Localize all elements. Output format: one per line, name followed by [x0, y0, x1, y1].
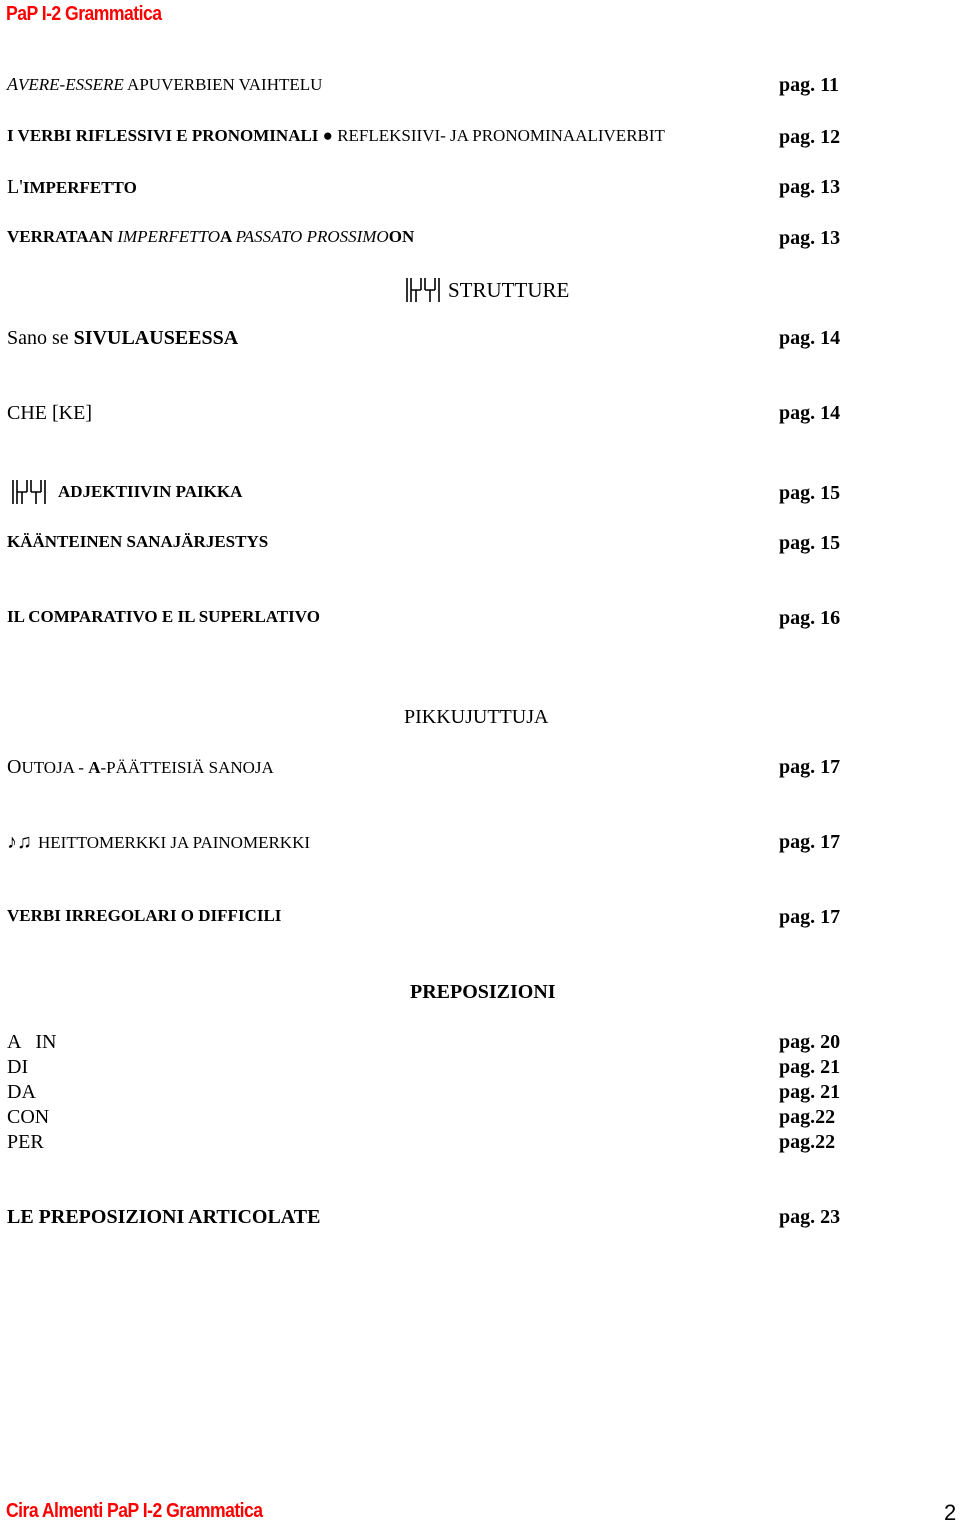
toc-page: pag. 16 [779, 607, 841, 629]
label-part: VERRATAAN [7, 227, 118, 246]
section-heading-strutture [404, 276, 569, 304]
toc-label: PER [7, 1131, 44, 1153]
footer-title: Cira Almenti PaP I-2 Grammatica [6, 1500, 263, 1522]
toc-page: pag. 14 [779, 402, 841, 424]
toc-page: pag. 14 [779, 327, 841, 349]
label-part: UTOJA [21, 758, 75, 777]
label-part: ON [388, 227, 415, 246]
toc-row [7, 1056, 847, 1082]
label-part: A [7, 74, 18, 94]
toc-label: DA [7, 1081, 36, 1103]
label-part: L' [7, 176, 23, 198]
toc-page: pag. 23 [779, 1206, 841, 1228]
label-part: - [74, 758, 89, 777]
toc-page: pag. 15 [779, 532, 841, 554]
toc-page: pag. 17 [779, 831, 841, 853]
page-header-title: PaP I-2 Grammatica [6, 3, 162, 25]
label-part: VERE-ESSERE [18, 75, 124, 94]
toc-row [7, 176, 847, 202]
toc-row [7, 1081, 847, 1107]
label-part: IMPERFETTO [117, 227, 220, 246]
toc-label [7, 756, 274, 779]
toc-page: pag. 17 [779, 906, 841, 928]
toc-page: pag.22 [779, 1106, 836, 1128]
toc-label [7, 176, 137, 199]
toc-row [7, 1206, 847, 1232]
section-heading-preposizioni: PREPOSIZIONI [410, 981, 556, 1003]
toc-label: IL COMPARATIVO E IL SUPERLATIVO [7, 607, 320, 626]
toc-label: CON [7, 1106, 50, 1128]
toc-page: pag. 21 [779, 1056, 841, 1078]
label-part: O [7, 756, 22, 778]
toc-page: pag.22 [779, 1131, 836, 1153]
toc-page: pag. 13 [779, 176, 841, 198]
toc-label [10, 478, 242, 506]
toc-row [7, 402, 847, 428]
toc-row [7, 756, 847, 782]
toc-row [7, 831, 847, 857]
toc-row [7, 126, 847, 152]
toc-label [7, 831, 310, 854]
toc-page: pag. 11 [779, 74, 840, 96]
label-part: IMPERFETTO [22, 178, 137, 197]
toc-row [7, 227, 847, 253]
bullet-icon: ● [322, 126, 333, 145]
toc-label: KÄÄNTEINEN SANAJÄRJESTYS [7, 532, 269, 551]
toc-row [7, 480, 847, 510]
strutture-icon [10, 478, 48, 506]
strutture-icon [404, 276, 442, 304]
toc-row [7, 1131, 847, 1157]
label-part: Sano se [7, 327, 74, 349]
toc-page: pag. 21 [779, 1081, 841, 1103]
section-heading-pikkujuttuja: PIKKUJUTTUJA [404, 706, 549, 728]
section-title: STRUTTURE [448, 277, 570, 302]
label-part: I VERBI RIFLESSIVI E PRONOMINALI [7, 126, 323, 145]
toc-page: pag. 12 [779, 126, 841, 148]
label-part: -PÄÄTTEISIÄ SANOJA [100, 758, 274, 777]
toc-page: pag. 17 [779, 756, 841, 778]
toc-label: VERBI IRREGOLARI O DIFFICILI [7, 906, 282, 925]
toc-row [7, 607, 847, 633]
toc-page: pag. 20 [779, 1031, 841, 1053]
toc-label [7, 126, 665, 146]
label-text: HEITTOMERKKI JA PAINOMERKKI [38, 833, 311, 852]
toc-row [7, 1106, 847, 1132]
label-part: APUVERBIEN VAIHTELU [123, 75, 323, 94]
toc-label: A IN [7, 1031, 57, 1053]
toc-row [7, 74, 847, 100]
label-part: PASSATO PROSSIMO [235, 227, 389, 246]
toc-label [7, 74, 322, 95]
label-part: REFLEKSIIVI- JA PRONOMINAALIVERBIT [332, 126, 665, 145]
label-text: ADJEKTIIVIN PAIKKA [58, 482, 243, 501]
toc-row [7, 532, 847, 558]
toc-label [7, 227, 414, 247]
label-part: A [219, 227, 236, 246]
page-number: 2 [944, 1500, 957, 1525]
label-part: A [88, 758, 101, 777]
toc-row [7, 1031, 847, 1057]
toc-label [7, 327, 238, 350]
toc-page: pag. 15 [779, 482, 841, 504]
toc-label: CHE [KE] [7, 402, 92, 424]
toc-row [7, 327, 847, 353]
music-notes-icon: ♪♫ [7, 831, 32, 853]
toc-row [7, 906, 847, 932]
toc-label: DI [7, 1056, 29, 1078]
toc-label: LE PREPOSIZIONI ARTICOLATE [7, 1206, 321, 1228]
label-part: SIVULAUSEESSA [73, 327, 239, 349]
toc-page: pag. 13 [779, 227, 841, 249]
